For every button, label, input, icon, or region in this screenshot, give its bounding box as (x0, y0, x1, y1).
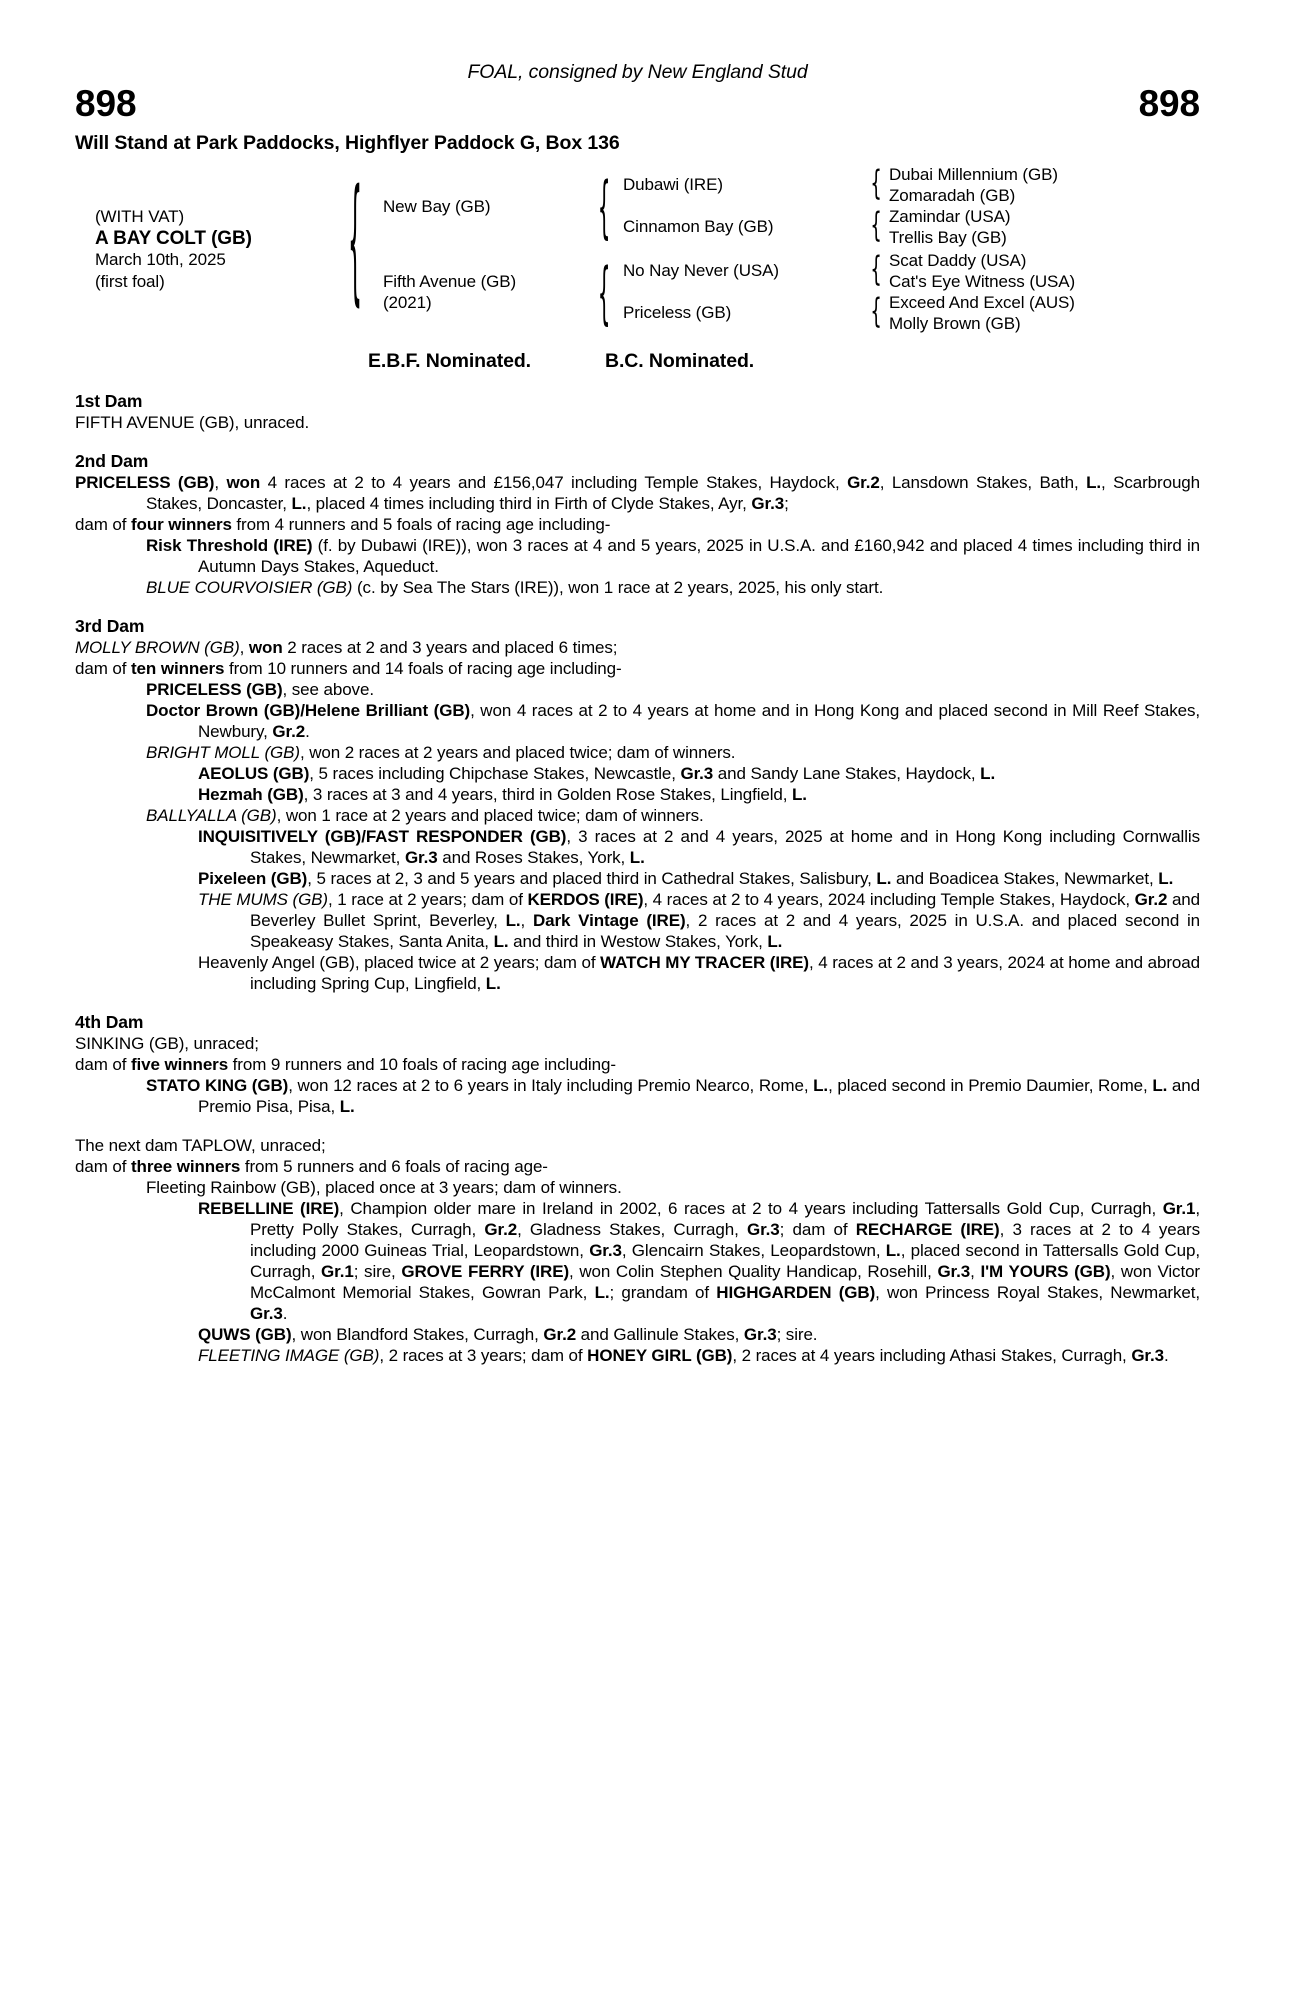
stand-location-line: Will Stand at Park Paddocks, Highflyer Paddock G, Box 136 (75, 132, 620, 154)
pedigree-gen1-column (373, 163, 1200, 335)
catalogue-paragraph: BALLYALLA (GB), won 1 race at 2 years and placed twice; dam of winners. (146, 806, 704, 825)
pedigree-tree (95, 163, 1200, 335)
paternal-granddam-block (617, 206, 1200, 248)
dam-section (75, 1135, 1200, 1366)
catalogue-paragraph: dam of three winners from 5 runners and 6 foals of racing age- (75, 1157, 548, 1176)
gen3-pair (889, 206, 1200, 248)
dam-section (75, 391, 1200, 433)
paternal-grandsire-block (617, 164, 1200, 206)
vat-note: (WITH VAT) (95, 207, 185, 226)
catalogue-paragraph: Hezmah (GB), 3 races at 3 and 4 years, third in Golden Rose Stakes, Lingfield, L. (198, 785, 807, 804)
ebf-nomination: E.B.F. Nominated. (368, 350, 531, 372)
dam-section (75, 451, 1200, 598)
dam-name (373, 271, 591, 313)
section-heading: 2nd Dam (75, 451, 149, 471)
catalogue-paragraph: dam of ten winners from 10 runners and 14 foals of racing age including- (75, 659, 622, 678)
section-heading: 4th Dam (75, 1012, 144, 1032)
catalogue-paragraph: Pixeleen (GB), 5 races at 2, 3 and 5 years and placed third in Cathedral Stakes, Salisbury, L. and Boadicea Stakes, Newmarket, L. (198, 869, 1174, 888)
sire-block (373, 163, 1200, 249)
gen3-name: Cat's Eye Witness (USA) (889, 272, 1076, 291)
maternal-grandsire-name: No Nay Never (USA) (623, 261, 779, 280)
sire-name (373, 196, 591, 217)
catalogue-paragraph: dam of five winners from 9 runners and 10 foals of racing age including- (75, 1055, 616, 1074)
dam-block (373, 249, 1200, 335)
dam-section (75, 1012, 1200, 1117)
pedigree-brace-small (863, 304, 889, 322)
maternal-granddam-name: Priceless (GB) (623, 303, 732, 322)
catalogue-paragraph: MOLLY BROWN (GB), won 2 races at 2 and 3 years and placed 6 times; (75, 638, 618, 657)
sire-name-text: New Bay (GB) (383, 196, 491, 216)
pedigree-brace-small (863, 218, 889, 236)
section-heading: 1st Dam (75, 391, 143, 411)
catalogue-paragraph: THE MUMS (GB), 1 race at 2 years; dam of KERDOS (IRE), 4 races at 2 to 4 years, 2024 including Temple Stakes, Haydock, Gr.2 and Beverley Bullet Sprint, Beverley, L., Dark Vintage (IRE), 2 races at 2 and 4 years, 2025 in U.S.A. and placed second in Speakeasy Stakes, Santa Anita, L. and third in Westow Stakes, York, L. (198, 890, 1201, 951)
lot-number-right: 898 (1138, 83, 1200, 124)
sire-parents-column (617, 164, 1200, 248)
catalogue-paragraph: INQUISITIVELY (GB)/FAST RESPONDER (GB), 3 races at 2 and 4 years, 2025 at home and in Hong Kong including Cornwallis Stakes, Newmarket, Gr.3 and Roses Stakes, York, L. (198, 827, 1200, 867)
lot-number-row (75, 83, 1200, 124)
catalogue-paragraph: PRICELESS (GB), won 4 races at 2 to 4 years and £156,047 including Temple Stakes, Haydock, Gr.2, Lansdown Stakes, Bath, L., Scarbrough Stakes, Doncaster, L., placed 4 times including third in Firth of Clyde Stakes, Ayr, Gr.3; (75, 473, 1201, 513)
catalogue-paragraph: Doctor Brown (GB)/Helene Brilliant (GB), won 4 races at 2 to 4 years at home and in Hong Kong and placed second in Mill Reef Stakes, Newbury, Gr.2. (146, 701, 1200, 741)
gen3-name: Zamindar (USA) (889, 207, 1011, 226)
section-heading: 3rd Dam (75, 616, 145, 636)
subject-name: A BAY COLT (GB) (95, 227, 252, 249)
catalogue-paragraph: BRIGHT MOLL (GB), won 2 races at 2 years and placed twice; dam of winners. (146, 743, 736, 762)
pedigree-brace-sire (591, 196, 617, 216)
catalogue-paragraph: Risk Threshold (IRE) (f. by Dubawi (IRE)), won 3 races at 4 and 5 years, 2025 in U.S.A. and £160,942 and placed 4 times including third in Autumn Days Stakes, Aqueduct. (146, 536, 1200, 576)
maternal-grandsire-block (617, 250, 1200, 292)
catalogue-paragraph: BLUE COURVOISIER (GB) (c. by Sea The Stars (IRE)), won 1 race at 2 years, 2025, his only start. (146, 578, 884, 597)
lot-number-left: 898 (75, 83, 137, 124)
gen3-name: Dubai Millennium (GB) (889, 165, 1058, 184)
catalogue-paragraph: FIFTH AVENUE (GB), unraced. (75, 413, 310, 432)
pedigree-brace-small (863, 262, 889, 280)
gen3-name: Scat Daddy (USA) (889, 251, 1027, 270)
gen3-pair (889, 164, 1200, 206)
gen3-name: Exceed And Excel (AUS) (889, 293, 1075, 312)
paternal-grandsire-name: Dubawi (IRE) (623, 175, 723, 194)
gen3-name: Zomaradah (GB) (889, 186, 1016, 205)
pedigree-brace-dam (591, 282, 617, 302)
subject-foaling-date: March 10th, 2025 (95, 250, 226, 269)
catalogue-paragraph: AEOLUS (GB), 5 races including Chipchase Stakes, Newcastle, Gr.3 and Sandy Lane Stakes, Haydock, L. (198, 764, 996, 783)
dam-name-text: Fifth Avenue (GB) (383, 272, 517, 291)
gen3-pair (889, 292, 1200, 334)
catalogue-paragraph: FLEETING IMAGE (GB), 2 races at 3 years; dam of HONEY GIRL (GB), 2 races at 4 years including Athasi Stakes, Curragh, Gr.3. (198, 1346, 1169, 1365)
dam-parents-column (617, 250, 1200, 334)
dam-year-text: (2021) (383, 293, 432, 312)
bc-nomination: B.C. Nominated. (604, 350, 755, 372)
catalogue-paragraph: Fleeting Rainbow (GB), placed once at 3 years; dam of winners. (146, 1178, 622, 1197)
catalogue-paragraph: QUWS (GB), won Blandford Stakes, Curragh, Gr.2 and Gallinule Stakes, Gr.3; sire. (198, 1325, 818, 1344)
catalogue-paragraph: STATO KING (GB), won 12 races at 2 to 6 years in Italy including Premio Nearco, Rome, L., placed second in Premio Daumier, Rome, L. and Premio Pisa, Pisa, L. (146, 1076, 1200, 1116)
maternal-granddam-block (617, 292, 1200, 334)
catalogue-body (75, 391, 1200, 1366)
catalogue-paragraph: REBELLINE (IRE), Champion older mare in Ireland in 2002, 6 races at 2 to 4 years including Tattersalls Gold Cup, Curragh, Gr.1, Pretty Polly Stakes, Curragh, Gr.2, Gladness Stakes, Curragh, Gr.3; dam of RECHARGE (IRE), 3 races at 2 to 4 years including 2000 Guineas Trial, Leopardstown, Gr.3, Glencairn Stakes, Leopardstown, L., placed second in Tattersalls Gold Cup, Curragh, Gr.1; sire, GROVE FERRY (IRE), won Colin Stephen Quality Handicap, Rosehill, Gr.3, I'M YOURS (GB), won Victor McCalmont Memorial Stakes, Gowran Park, L.; grandam of HIGHGARDEN (GB), won Princess Royal Stakes, Newmarket, Gr.3. (198, 1199, 1200, 1323)
subject-foal-note: (first foal) (95, 271, 165, 291)
catalogue-paragraph: PRICELESS (GB), see above. (146, 680, 374, 699)
nominations-line (75, 349, 1200, 373)
consignor-line: FOAL, consigned by New England Stud (467, 61, 808, 83)
pedigree-subject (95, 163, 337, 335)
catalogue-paragraph: Heavenly Angel (GB), placed twice at 2 years; dam of WATCH MY TRACER (IRE), 4 races at 2 and 3 years, 2024 at home and abroad including Spring Cup, Lingfield, L. (198, 953, 1200, 993)
catalogue-paragraph: SINKING (GB), unraced; (75, 1034, 259, 1053)
gen3-name: Trellis Bay (GB) (889, 228, 1007, 247)
paternal-granddam-name: Cinnamon Bay (GB) (623, 217, 774, 236)
catalogue-paragraph: dam of four winners from 4 runners and 5 foals of racing age including- (75, 515, 611, 534)
page-content (75, 0, 1200, 1366)
gen3-name: Molly Brown (GB) (889, 314, 1021, 333)
gen3-pair (889, 250, 1200, 292)
pedigree-brace-gen1 (337, 163, 373, 335)
catalogue-paragraph: The next dam TAPLOW, unraced; (75, 1136, 326, 1155)
dam-section (75, 616, 1200, 994)
pedigree-brace-small (863, 176, 889, 194)
